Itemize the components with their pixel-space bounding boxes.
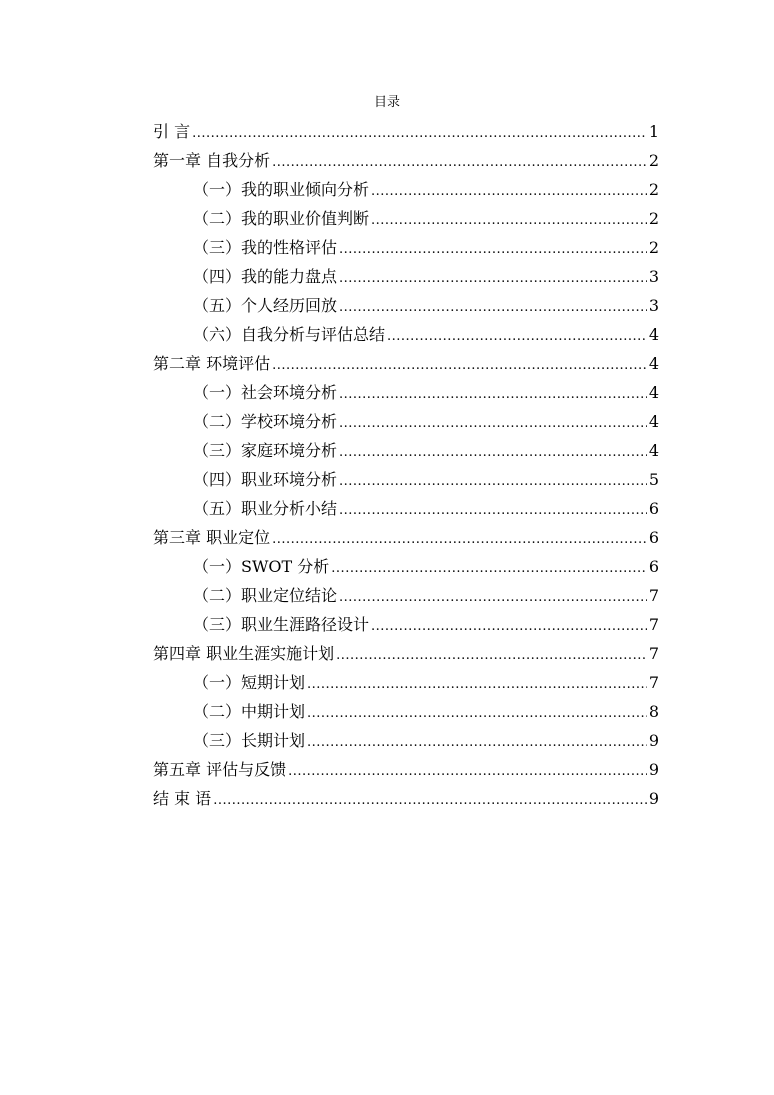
toc-dot-leader bbox=[272, 351, 647, 380]
toc-page-number: 5 bbox=[648, 470, 659, 489]
toc-entry-label: 第一章 自我分析 bbox=[153, 151, 271, 170]
toc-entry-label: 结 束 语 bbox=[153, 789, 212, 808]
toc-page-number: 8 bbox=[648, 702, 659, 721]
toc-subsection-entry[interactable] bbox=[153, 697, 659, 726]
toc-chapter-entry[interactable] bbox=[153, 523, 659, 552]
toc-subsection-entry[interactable] bbox=[153, 552, 659, 581]
toc-entry-label: 第五章 评估与反馈 bbox=[153, 760, 287, 779]
toc-dot-leader bbox=[339, 409, 647, 438]
toc-entry-label: （四）我的能力盘点 bbox=[193, 267, 338, 286]
toc-dot-leader bbox=[339, 583, 647, 612]
toc-dot-leader bbox=[339, 235, 647, 264]
toc-dot-leader bbox=[339, 467, 647, 496]
toc-page-number: 6 bbox=[648, 557, 659, 576]
toc-chapter-entry[interactable] bbox=[153, 755, 659, 784]
toc-dot-leader bbox=[272, 525, 647, 554]
toc-subsection-entry[interactable] bbox=[153, 465, 659, 494]
toc-entry-label: （一）社会环境分析 bbox=[193, 383, 338, 402]
toc-dot-leader bbox=[213, 786, 647, 815]
toc-subsection-entry[interactable] bbox=[153, 175, 659, 204]
toc-entry-label: 第二章 环境评估 bbox=[153, 354, 271, 373]
toc-dot-leader bbox=[336, 641, 647, 670]
toc-page-number: 4 bbox=[648, 325, 659, 344]
toc-subsection-entry[interactable] bbox=[153, 262, 659, 291]
toc-page-number: 9 bbox=[648, 731, 659, 750]
toc-subsection-entry[interactable] bbox=[153, 726, 659, 755]
toc-dot-leader bbox=[339, 496, 647, 525]
toc-subsection-entry[interactable] bbox=[153, 291, 659, 320]
toc-title: 目录 bbox=[373, 95, 400, 110]
toc-entry-label: （二）我的职业价值判断 bbox=[193, 209, 370, 228]
toc-subsection-entry[interactable] bbox=[153, 407, 659, 436]
toc-dot-leader bbox=[339, 264, 647, 293]
toc-dot-leader bbox=[371, 177, 647, 206]
toc-entry-label: （二）学校环境分析 bbox=[193, 412, 338, 431]
toc-dot-leader bbox=[339, 293, 647, 322]
toc-page-number: 4 bbox=[648, 354, 659, 373]
toc-entry-label: （一）短期计划 bbox=[193, 673, 306, 692]
toc-page-number: 4 bbox=[648, 441, 659, 460]
toc-page-number: 3 bbox=[648, 267, 659, 286]
toc-chapter-entry[interactable] bbox=[153, 784, 659, 813]
toc-entry-label: （二）中期计划 bbox=[193, 702, 306, 721]
toc-subsection-entry[interactable] bbox=[153, 668, 659, 697]
toc-subsection-entry[interactable] bbox=[153, 204, 659, 233]
toc-page-number: 6 bbox=[648, 528, 659, 547]
toc-page-number: 2 bbox=[648, 209, 659, 228]
toc-page-number: 1 bbox=[648, 122, 659, 141]
toc-subsection-entry[interactable] bbox=[153, 581, 659, 610]
toc-page-number: 3 bbox=[648, 296, 659, 315]
toc-entry-label: （六）自我分析与评估总结 bbox=[193, 325, 386, 344]
toc-dot-leader bbox=[288, 757, 647, 786]
toc-page-number: 7 bbox=[648, 673, 659, 692]
toc-entry-label: （五）个人经历回放 bbox=[193, 296, 338, 315]
toc-entry-label: （三）长期计划 bbox=[193, 731, 306, 750]
toc-entry-label: （四）职业环境分析 bbox=[193, 470, 338, 489]
toc-page-number: 4 bbox=[648, 383, 659, 402]
toc-page-number: 7 bbox=[648, 615, 659, 634]
toc-entry-label: 第三章 职业定位 bbox=[153, 528, 271, 547]
toc-dot-leader bbox=[272, 148, 647, 177]
toc-page-number: 9 bbox=[648, 789, 659, 808]
toc-subsection-entry[interactable] bbox=[153, 436, 659, 465]
toc-page-number: 6 bbox=[648, 499, 659, 518]
toc-entry-label: （三）家庭环境分析 bbox=[193, 441, 338, 460]
toc-page-number: 4 bbox=[648, 412, 659, 431]
toc-page-number: 2 bbox=[648, 180, 659, 199]
toc-dot-leader bbox=[192, 119, 647, 148]
toc-dot-leader bbox=[387, 322, 647, 351]
toc-page-number: 7 bbox=[648, 644, 659, 663]
toc-dot-leader bbox=[307, 728, 647, 757]
toc-chapter-entry[interactable] bbox=[153, 639, 659, 668]
toc-entry-label: 引 言 bbox=[153, 122, 191, 141]
toc-entry-label: （三）我的性格评估 bbox=[193, 238, 338, 257]
toc-entry-label: （五）职业分析小结 bbox=[193, 499, 338, 518]
toc-dot-leader bbox=[339, 438, 647, 467]
toc-dot-leader bbox=[307, 699, 647, 728]
toc-entry-label: 第四章 职业生涯实施计划 bbox=[153, 644, 335, 663]
toc-page-number: 9 bbox=[648, 760, 659, 779]
toc-dot-leader bbox=[307, 670, 647, 699]
toc-dot-leader bbox=[339, 380, 647, 409]
toc-page-number: 2 bbox=[648, 151, 659, 170]
toc-dot-leader bbox=[371, 612, 647, 641]
toc-entry-label: （三）职业生涯路径设计 bbox=[193, 615, 370, 634]
toc-subsection-entry[interactable] bbox=[153, 233, 659, 262]
toc-subsection-entry[interactable] bbox=[153, 378, 659, 407]
toc-chapter-entry[interactable] bbox=[153, 349, 659, 378]
toc-subsection-entry[interactable] bbox=[153, 494, 659, 523]
toc-page-number: 2 bbox=[648, 238, 659, 257]
toc-dot-leader bbox=[371, 206, 647, 235]
toc-page-number: 7 bbox=[648, 586, 659, 605]
toc-entry-label: （一）我的职业倾向分析 bbox=[193, 180, 370, 199]
toc-entry-label: （二）职业定位结论 bbox=[193, 586, 338, 605]
toc-chapter-entry[interactable] bbox=[153, 146, 659, 175]
toc-dot-leader bbox=[331, 554, 647, 583]
toc-chapter-entry[interactable] bbox=[153, 117, 659, 146]
toc-subsection-entry[interactable] bbox=[153, 320, 659, 349]
toc-entry-label: （一）SWOT 分析 bbox=[193, 557, 330, 576]
toc-subsection-entry[interactable] bbox=[153, 610, 659, 639]
table-of-contents bbox=[153, 117, 659, 813]
